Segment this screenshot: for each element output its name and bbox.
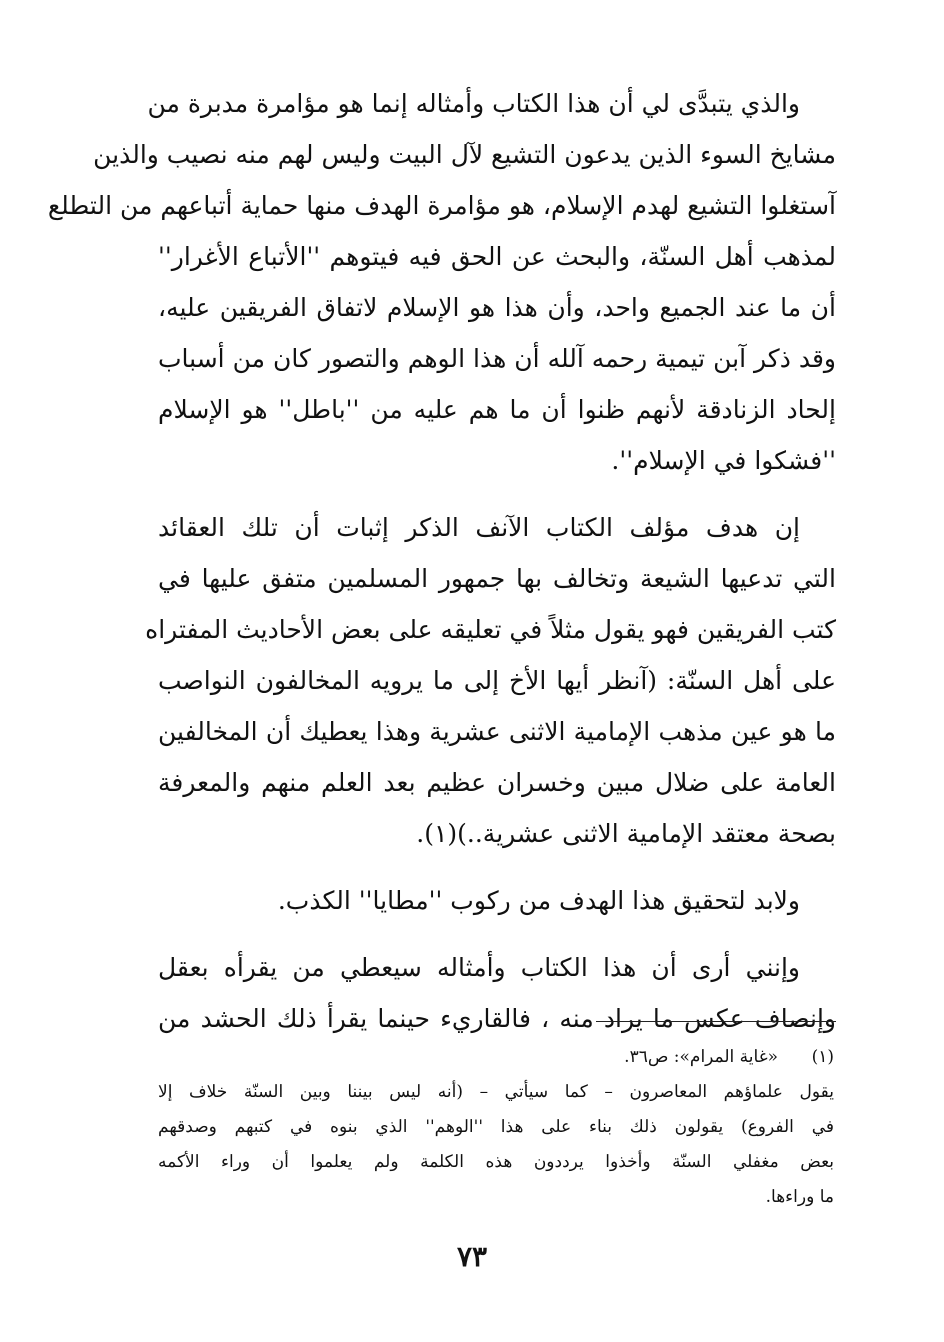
text-line: وإنصاف عكس ما يراد منه ، فالقاريء حينما يقرأ ذلك الحشد من (158, 1004, 836, 1033)
paragraph-2 (145, 502, 836, 859)
paragraph-1 (47, 78, 836, 486)
text-line: لمذهب أهل السنّة، والبحث عن الحق فيه فيتوهم ''الأتباع الأغرار'' (158, 242, 836, 271)
text-line: بصحة معتقد الإمامية الاثنى عشرية..)(١). (416, 819, 836, 848)
paragraph-4 (158, 942, 836, 1044)
footnote-line: في الفروع) يقولون ذلك بناء على هذا ''الوهم'' الذي بنوه في كتبهم وصدقهم (158, 1117, 834, 1137)
footnote-line: بعض مغفلي السنّة وأخذوا يرددون هذه الكلمة ولم يعلموا أن وراء الأكمه (158, 1152, 834, 1172)
footnote-header (158, 1040, 834, 1075)
text-line: آستغلوا التشيع لهدم الإسلام، هو مؤامرة الهدف منها حماية أتباعهم من التطلع (47, 191, 836, 220)
text-line: وإنني أرى أن هذا الكتاب وأمثاله سيعطي من يقرأه بعقل (158, 953, 800, 982)
text-line: كتب الفريقين فهو يقول مثلاً في تعليقه على بعض الأحاديث المفتراه (145, 615, 836, 644)
footnotes (158, 1040, 834, 1215)
text-line: أن ما عند الجميع واحد، وأن هذا هو الإسلام لاتفاق الفريقين عليه، (158, 293, 836, 322)
main-text (47, 78, 836, 1044)
page-number: ٧٣ (456, 1240, 488, 1273)
text-line: العامة على ضلال مبين وخسران عظيم بعد العلم منهم والمعرفة (158, 768, 836, 797)
footnote-line: ما وراءها. (765, 1187, 834, 1207)
footnote-line: يقول علماؤهم المعاصرون – كما سيأتي – (أنه ليس بيننا وبين السنّة خلاف إلا (158, 1082, 834, 1102)
text-line: مشايخ السوء الذين يدعون التشيع لآل البيت وليس لهم منه نصيب والذين (93, 140, 836, 169)
text-line: ''فشكوا في الإسلام''. (611, 446, 836, 475)
text-line: ولابد لتحقيق هذا الهدف من ركوب ''مطايا'' الكذب. (277, 886, 800, 915)
text-line: إلحاد الزنادقة لأنهم ظنوا أن ما هم عليه من ''باطل'' هو الإسلام (158, 395, 836, 424)
text-line: التي تدعيها الشيعة وتخالف بها جمهور المسلمين متفق عليها في (158, 564, 836, 593)
footnote-separator (596, 1021, 836, 1022)
text-line: على أهل السنّة: (آنظر أيها الأخ إلى ما يرويه المخالفون النواصب (158, 666, 836, 695)
text-line: إن هدف مؤلف الكتاب الآنف الذكر إثبات أن تلك العقائد (158, 513, 800, 542)
text-line: وقد ذكر آبن تيمية رحمه آلله أن هذا الوهم والتصور كان من أسباب (158, 344, 836, 373)
text-line: والذي يتبدَّى لي أن هذا الكتاب وأمثاله إنما هو مؤامرة مدبرة من (147, 89, 800, 118)
footnote-reference: «غاية المرام»: ص٣٦. (624, 1047, 778, 1067)
paragraph-3 (158, 875, 836, 926)
footnote-number: (١) (811, 1047, 834, 1067)
text-line: ما هو عين مذهب الإمامية الاثنى عشرية وهذا يعطيك أن المخالفين (158, 717, 836, 746)
